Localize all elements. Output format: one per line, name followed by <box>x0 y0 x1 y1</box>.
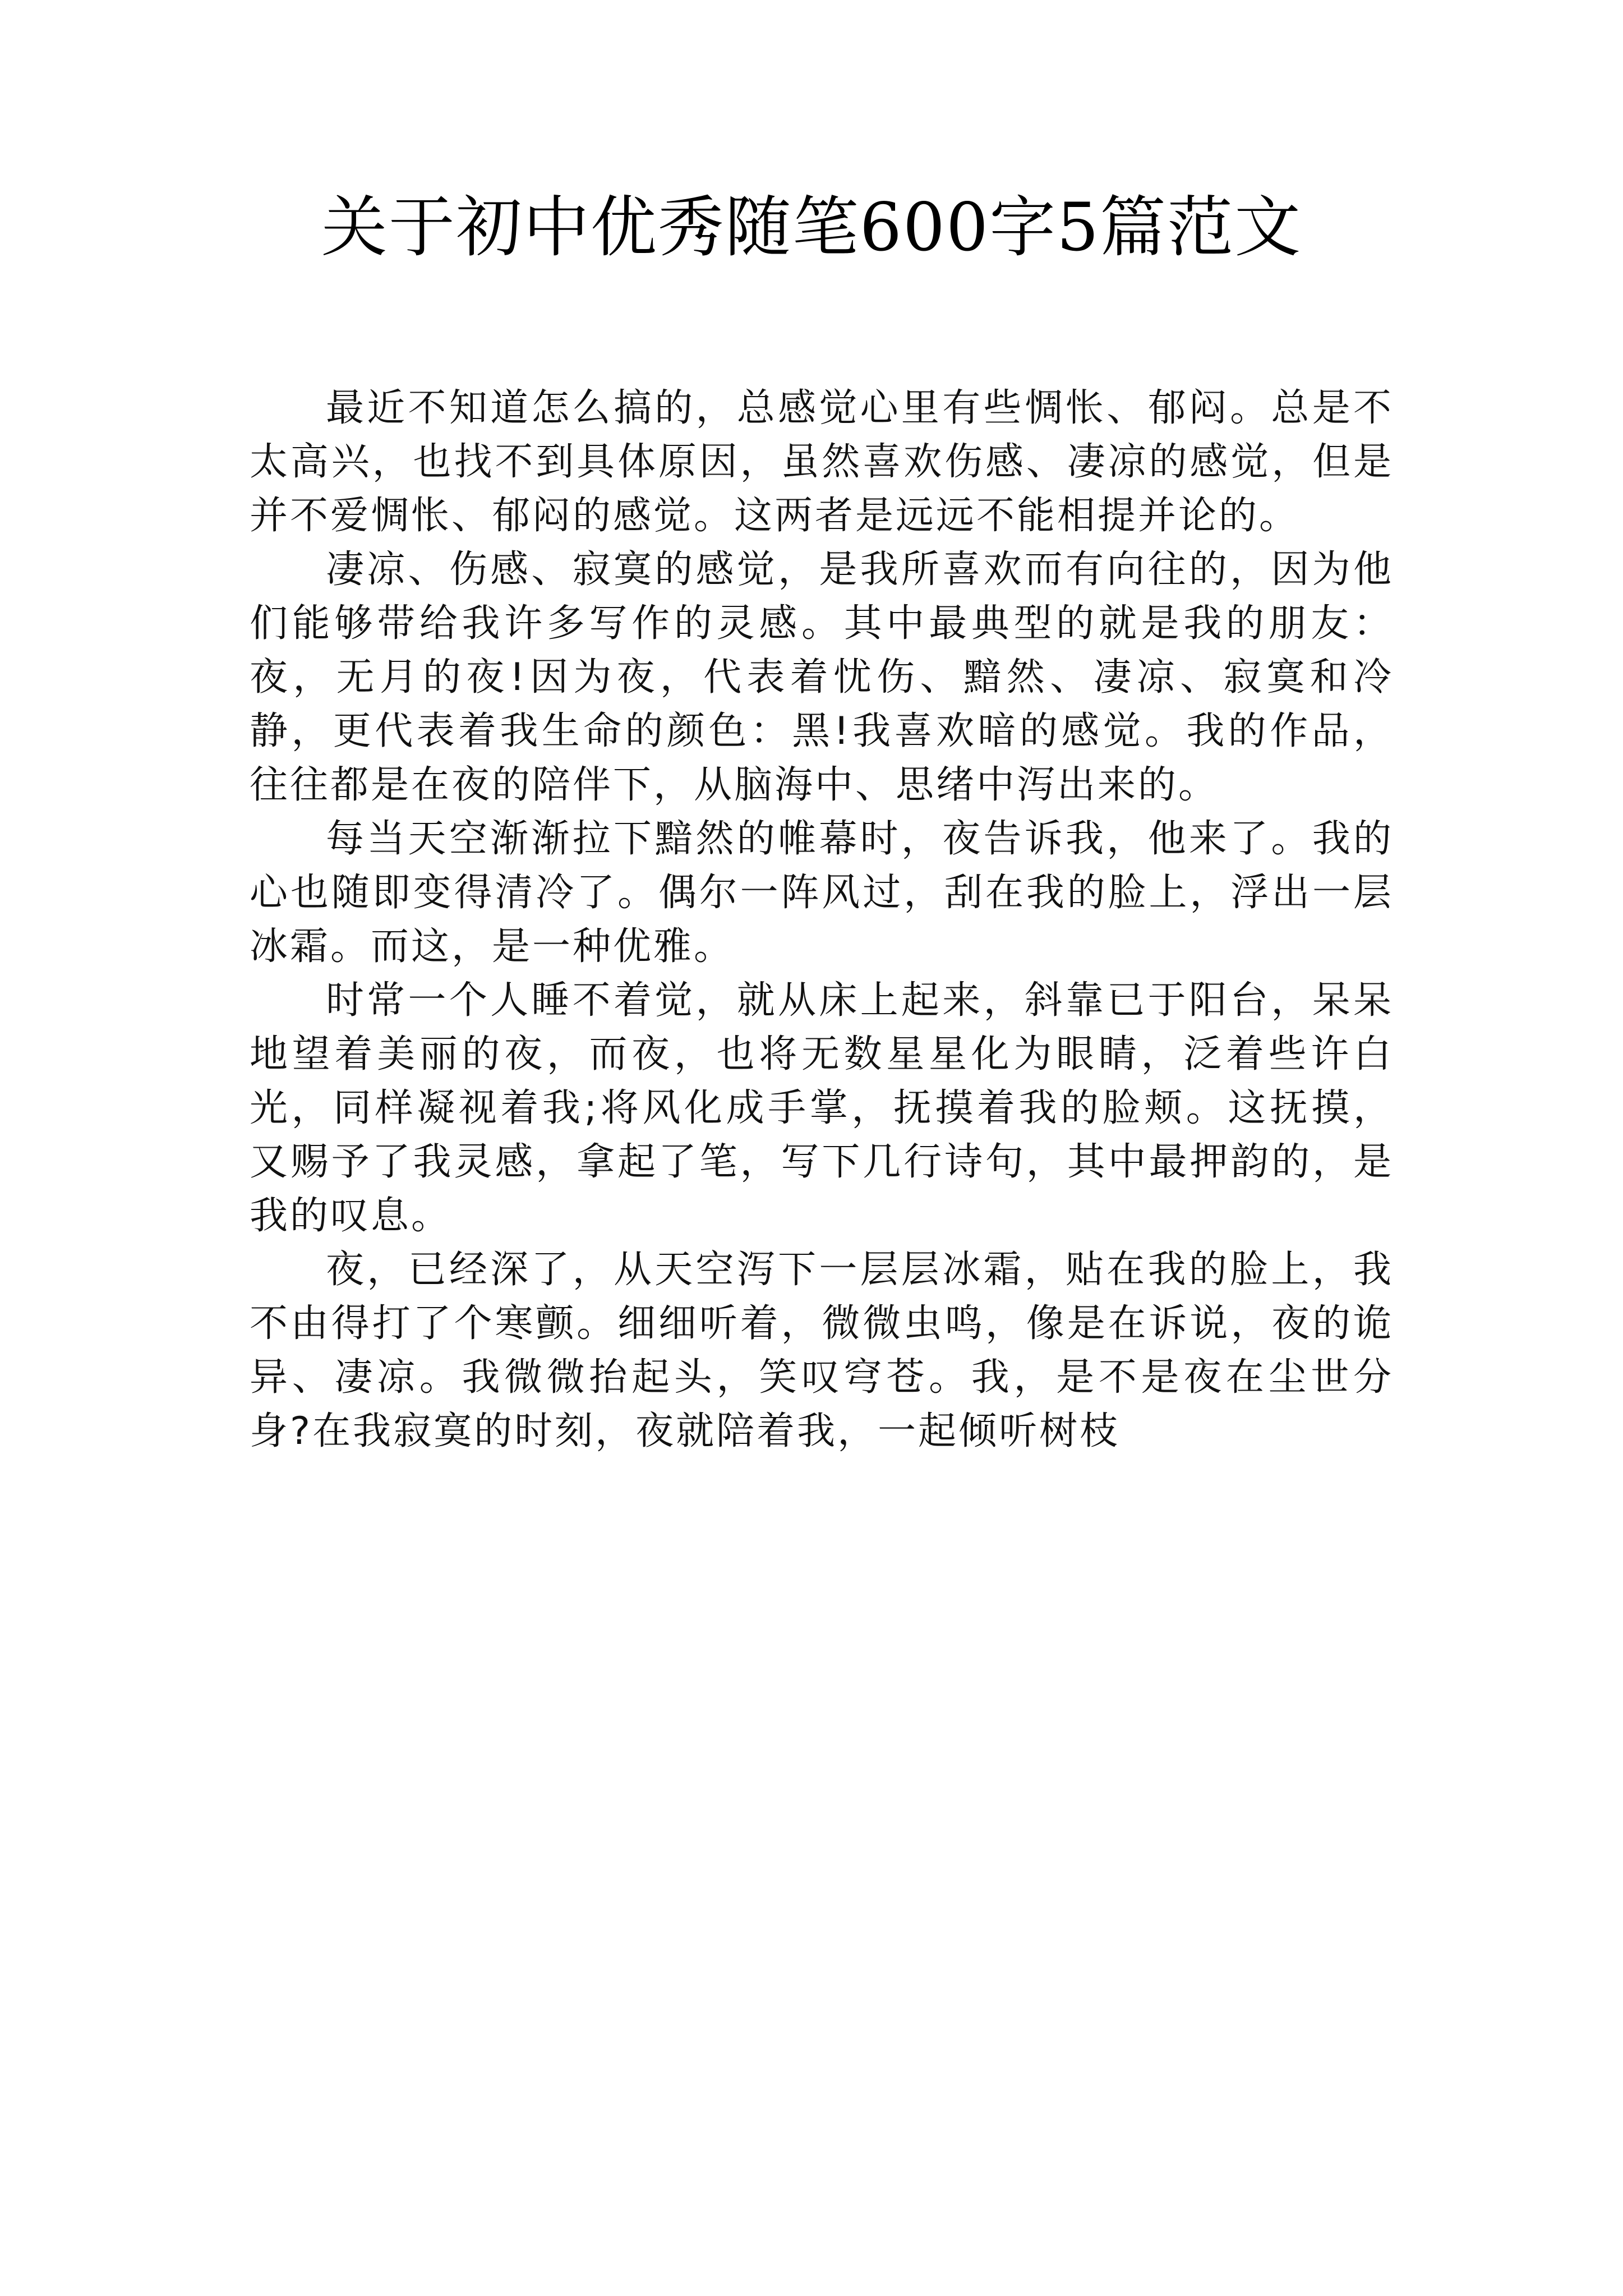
paragraph: 夜，已经深了，从天空泻下一层层冰霜，贴在我的脸上，我不由得打了个寒颤。细细听着，微微虫鸣，像是在诉说，夜的诡异、凄凉。我微微抬起头，笑叹穹苍。我，是不是夜在尘世分身?在我寂寞的时刻，夜就陪着我，一起倾听树枝 <box>250 1248 1394 1453</box>
paragraph: 最近不知道怎么搞的，总感觉心里有些惆怅、郁闷。总是不太高兴，也找不到具体原因，虽然喜欢伤感、凄凉的感觉，但是并不爱惆怅、郁闷的感觉。这两者是远远不能相提并论的。 <box>250 386 1394 538</box>
document-title: 关于初中优秀随笔600字5篇范文 <box>321 188 1302 266</box>
paragraph: 时常一个人睡不着觉，就从床上起来，斜靠已于阳台，呆呆地望着美丽的夜，而夜，也将无数星星化为眼睛，泛着些许白光，同样凝视着我;将风化成手掌，抚摸着我的脸颊。这抚摸，又赐予了我灵感，拿起了笔，写下几行诗句，其中最押韵的，是我的叹息。 <box>250 978 1394 1238</box>
document-body <box>250 381 1394 1458</box>
paragraph: 凄凉、伤感、寂寞的感觉，是我所喜欢而有向往的，因为他们能够带给我许多写作的灵感。其中最典型的就是我的朋友：夜，无月的夜!因为夜，代表着忧伤、黯然、凄凉、寂寞和冷静，更代表着我生命的颜色：黑!我喜欢暗的感觉。我的作品，往往都是在夜的陪伴下，从脑海中、思绪中泻出来的。 <box>250 547 1394 807</box>
paragraph: 每当天空渐渐拉下黯然的帷幕时，夜告诉我，他来了。我的心也随即变得清冷了。偶尔一阵风过，刮在我的脸上，浮出一层冰霜。而这，是一种优雅。 <box>250 817 1394 969</box>
